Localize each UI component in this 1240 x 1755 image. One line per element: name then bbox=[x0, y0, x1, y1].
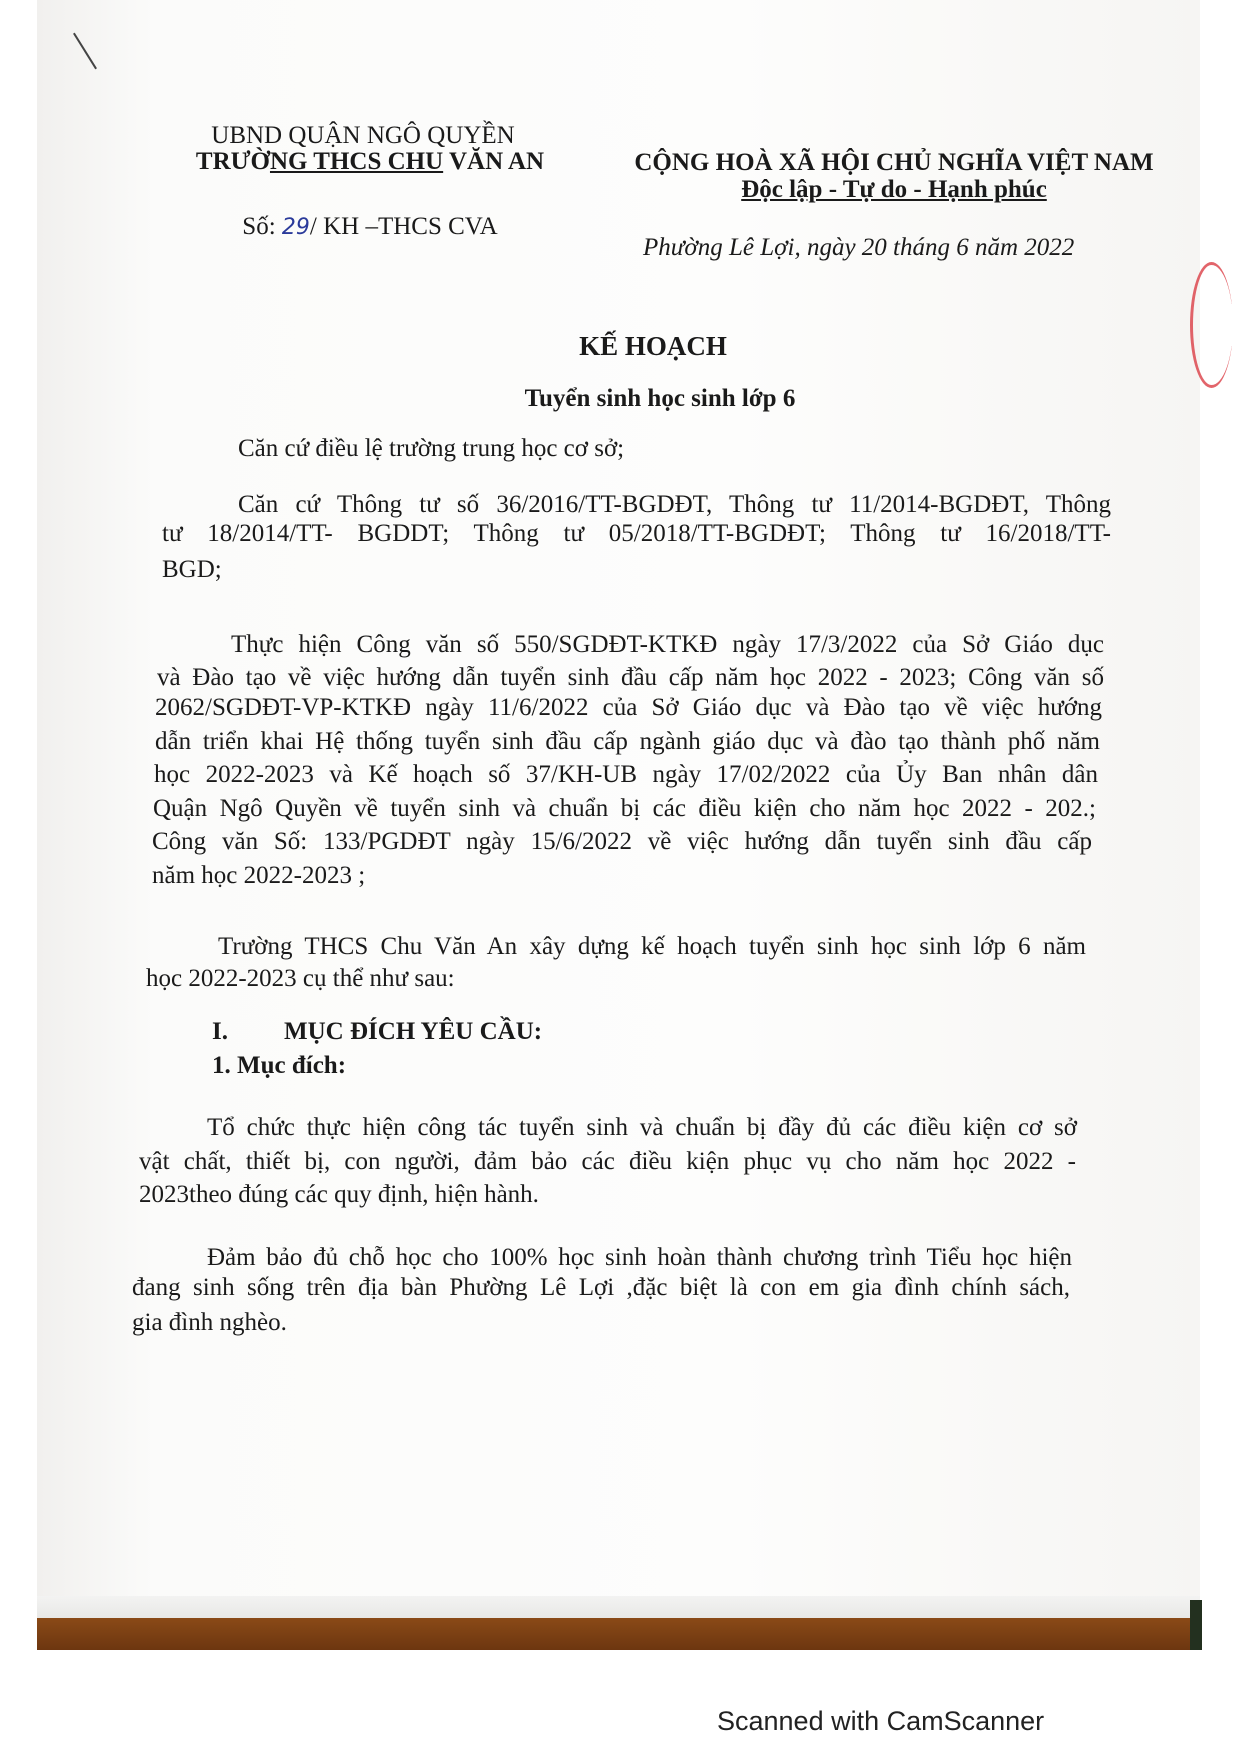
place-date: Phường Lê Lợi, ngày 20 tháng 6 năm 2022 bbox=[643, 234, 1075, 261]
body-line: dẫn triển khai Hệ thống tuyển sinh đầu cấp ngành giáo dục và đào tạo thành phố năm bbox=[155, 728, 1100, 755]
body-line: Tổ chức thực hiện công tác tuyển sinh và chuẩn bị đầy đủ các điều kiện cơ sở bbox=[207, 1114, 1077, 1141]
agency-name: UBND QUẬN NGÔ QUYỀN bbox=[211, 122, 515, 149]
number-prefix: Số: bbox=[242, 213, 282, 240]
national-motto: Độc lập - Tự do - Hạnh phúc bbox=[741, 176, 1047, 203]
body-line: Trường THCS Chu Văn An xây dựng kế hoạch tuyển sinh học sinh lớp 6 năm bbox=[218, 933, 1086, 960]
subsection-heading: 1. Mục đích: bbox=[212, 1052, 347, 1079]
section-heading: MỤC ĐÍCH YÊU CẦU: bbox=[284, 1018, 543, 1045]
body-line: đang sinh sống trên địa bàn Phường Lê Lợi ,đặc biệt là con em gia đình chính sách, bbox=[132, 1274, 1070, 1301]
body-line: Căn cứ điều lệ trường trung học cơ sở; bbox=[238, 435, 625, 462]
section-number: I. bbox=[212, 1018, 228, 1045]
body-line: Thực hiện Công văn số 550/SGDĐT-KTKĐ ngày 17/3/2022 của Sở Giáo dục bbox=[231, 631, 1104, 658]
document-title: KẾ HOẠCH bbox=[579, 331, 727, 361]
camscanner-watermark: Scanned with CamScanner bbox=[717, 1706, 1045, 1736]
document-number bbox=[242, 212, 497, 243]
document-subtitle: Tuyển sinh học sinh lớp 6 bbox=[524, 385, 796, 412]
school-name-underlined: NG THCS CHU bbox=[269, 148, 444, 175]
body-line: học 2022-2023 và Kế hoạch số 37/KH-UB ngày 17/02/2022 của Ủy Ban nhân dân bbox=[154, 761, 1098, 788]
body-line: Công văn Số: 133/PGDĐT ngày 15/6/2022 về việc hướng dẫn tuyển sinh đầu cấp bbox=[152, 828, 1092, 855]
body-line: BGD; bbox=[162, 556, 222, 583]
school-name-part: TRƯỜ bbox=[195, 148, 270, 175]
school-name bbox=[196, 147, 544, 177]
body-line: vật chất, thiết bị, con người, đảm bảo các điều kiện phục vụ cho năm học 2022 - bbox=[139, 1148, 1076, 1175]
school-name-part: VĂN AN bbox=[443, 148, 545, 175]
body-line: gia đình nghèo. bbox=[132, 1309, 287, 1336]
national-title: CỘNG HOÀ XÃ HỘI CHỦ NGHĨA VIỆT NAM bbox=[634, 149, 1154, 176]
body-line: Căn cứ Thông tư số 36/2016/TT-BGDĐT, Thông tư 11/2014-BGDĐT, Thông bbox=[238, 491, 1111, 518]
body-line: Quận Ngô Quyền về tuyển sinh và chuẩn bị các điều kiện cho năm học 2022 - 202.; bbox=[153, 795, 1096, 822]
red-stamp-partial bbox=[1190, 262, 1233, 388]
table-surface bbox=[37, 1618, 1200, 1650]
body-line: 2023theo đúng các quy định, hiện hành. bbox=[139, 1181, 539, 1208]
body-line: học 2022-2023 cụ thể như sau: bbox=[146, 965, 455, 992]
body-line: năm học 2022-2023 ; bbox=[152, 862, 366, 889]
body-line: 2062/SGDĐT-VP-KTKĐ ngày 11/6/2022 của Sở Giáo dục và Đào tạo về việc hướng bbox=[155, 694, 1102, 721]
background-object bbox=[1190, 1600, 1202, 1650]
body-line: và Đào tạo về việc hướng dẫn tuyển sinh đầu cấp năm học 2022 - 2023; Công văn số bbox=[157, 664, 1104, 691]
handwritten-number: 29 bbox=[281, 215, 310, 240]
body-line: Đảm bảo đủ chỗ học cho 100% học sinh hoàn thành chương trình Tiểu học hiện bbox=[207, 1244, 1072, 1271]
body-line: tư 18/2014/TT- BGDDT; Thông tư 05/2018/TT-BGDĐT; Thông tư 16/2018/TT- bbox=[162, 520, 1111, 547]
number-suffix: / KH –THCS CVA bbox=[309, 213, 498, 240]
